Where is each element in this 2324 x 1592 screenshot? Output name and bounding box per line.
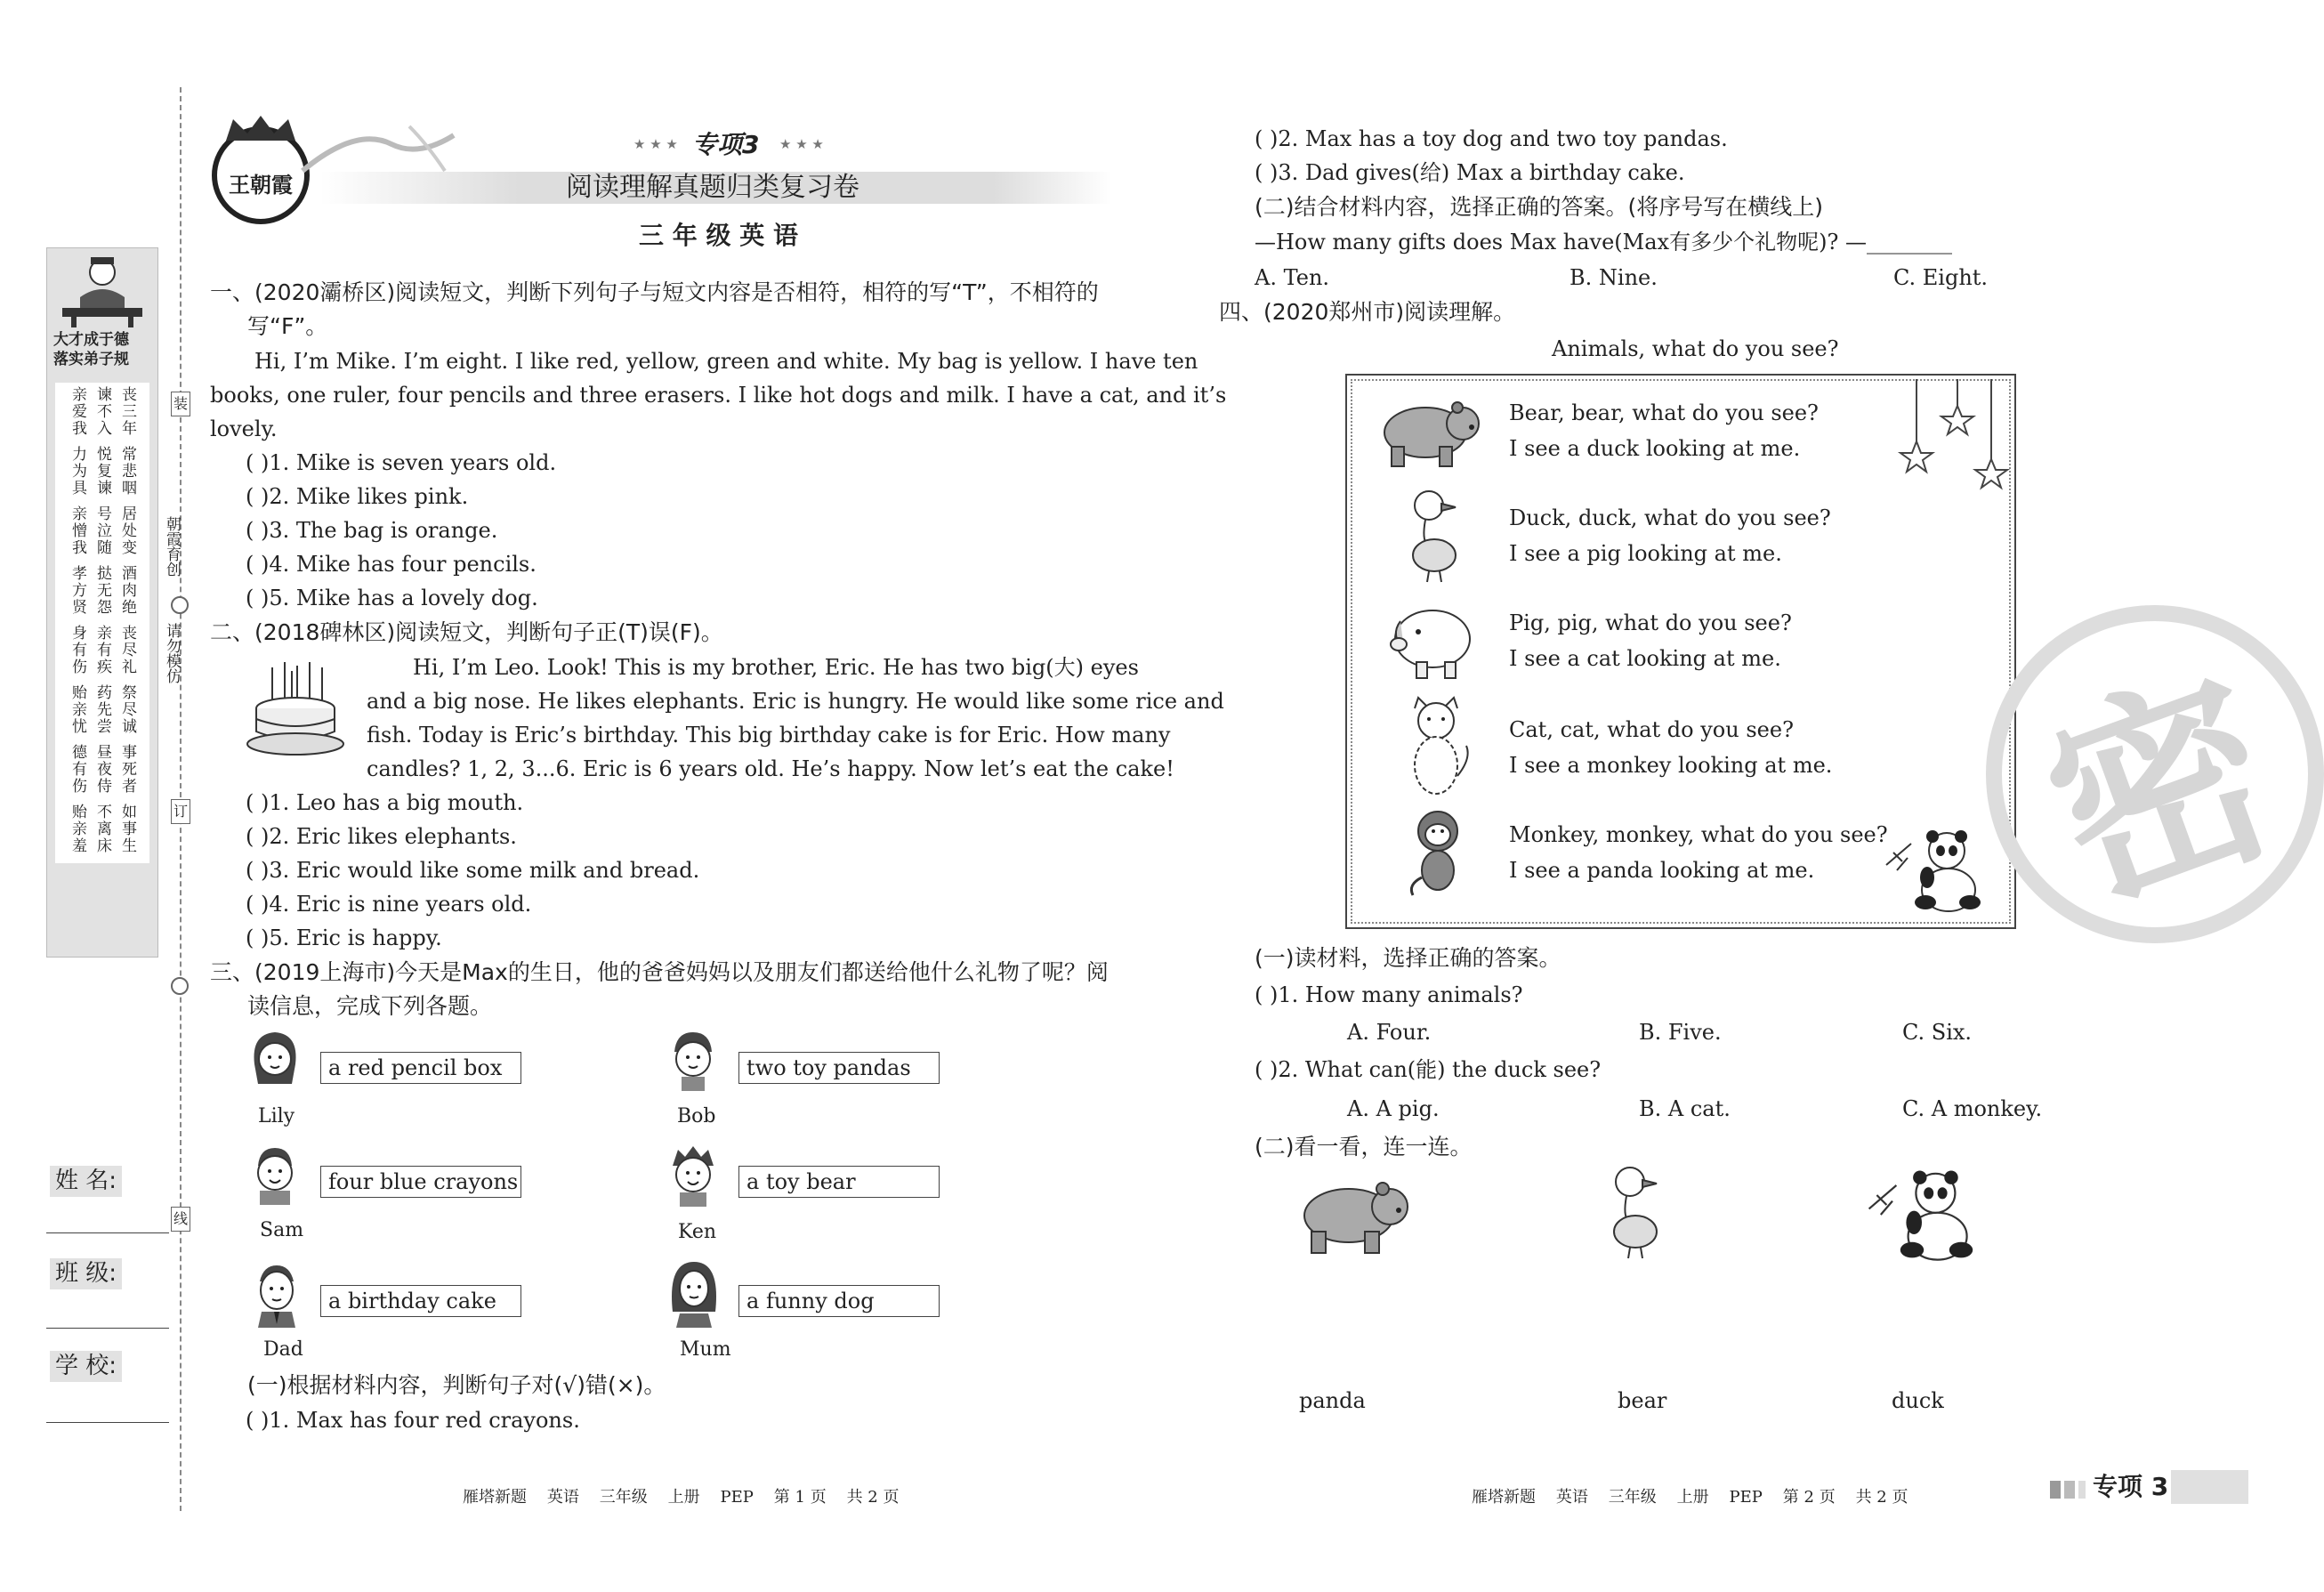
- poem-column: 亲爱我: [69, 386, 86, 437]
- person-name-dad: Dad: [263, 1338, 303, 1361]
- sec3-question[interactable]: —How many gifts does Max have(Max有多少个礼物呢)? —________: [1255, 230, 1952, 255]
- bob-avatar: [666, 1029, 721, 1093]
- sec1-heading-2: 写“F”。: [247, 313, 328, 339]
- poem-column: 不离床: [93, 804, 111, 854]
- q1-option-a[interactable]: A. Four.: [1347, 1020, 1432, 1045]
- poem-column: 酒肉绝: [118, 565, 136, 616]
- class-field[interactable]: [46, 1328, 169, 1329]
- poem-line: I see a pig looking at me.: [1509, 541, 1782, 566]
- match-word-duck[interactable]: duck: [1892, 1388, 1944, 1413]
- sec1-para-3: lovely.: [210, 416, 278, 441]
- duck-icon: [1400, 486, 1465, 584]
- q2-option-b[interactable]: B. A cat.: [1639, 1096, 1731, 1121]
- sec3-option-b[interactable]: B. Nine.: [1570, 265, 1658, 290]
- stamp-text: 密: [2018, 637, 2304, 945]
- sec4-q1[interactable]: ( )1. How many animals?: [1255, 982, 1523, 1007]
- poem-line: Pig, pig, what do you see?: [1509, 610, 1792, 635]
- poem-column: 昼夜侍: [93, 744, 111, 795]
- poem-block: [55, 625, 149, 675]
- ribbon-decoration: [303, 117, 454, 180]
- secret-stamp: [1986, 605, 2324, 943]
- poem-column: 挞无怨: [93, 565, 111, 616]
- school-label: 学 校:: [50, 1351, 122, 1382]
- school-field[interactable]: [46, 1422, 169, 1423]
- poem-column: 力为具: [69, 446, 86, 497]
- seal-icon: [171, 596, 189, 614]
- poem-column: 悦复谏: [93, 446, 111, 497]
- sec4-part2: (二)看一看，连一连。: [1255, 1134, 1473, 1160]
- gift-box-sam: four blue crayons: [320, 1166, 521, 1198]
- badge-stars-right: ★ ★ ★: [779, 136, 824, 152]
- poem-column: 贻亲忧: [69, 684, 86, 735]
- sec1-item[interactable]: ( )5. Mike has a lovely dog.: [246, 586, 538, 610]
- name-field[interactable]: [46, 1232, 169, 1233]
- sidebar-motto-1: 大才成于德: [53, 331, 129, 349]
- poem-block: [55, 386, 149, 437]
- sec1-item[interactable]: ( )3. The bag is orange.: [246, 518, 498, 543]
- crown-icon: [222, 114, 299, 144]
- poem-line: I see a duck looking at me.: [1509, 436, 1801, 461]
- duck-icon: [1602, 1162, 1666, 1262]
- sec2-para-3: fish. Today is Eric’s birthday. This big birthday cake is for Eric. How many: [367, 723, 1171, 748]
- sec2-item[interactable]: ( )4. Eric is nine years old.: [246, 892, 532, 917]
- person-name-ken: Ken: [678, 1221, 717, 1243]
- cat-icon: [1399, 696, 1473, 799]
- scholar-icon: [53, 253, 151, 329]
- bear-icon: [1294, 1168, 1415, 1257]
- bear-icon: [1376, 388, 1486, 470]
- poem-line: I see a cat looking at me.: [1509, 646, 1781, 671]
- star-icon: [1895, 379, 2011, 498]
- poem-line: Monkey, monkey, what do you see?: [1509, 822, 1888, 847]
- sec2-item[interactable]: ( )2. Eric likes elephants.: [246, 824, 517, 849]
- poem-column: 祭尽诚: [118, 684, 136, 735]
- sec3-option-c[interactable]: C. Eight.: [1893, 265, 1989, 290]
- sidebar-poem: [55, 383, 149, 863]
- poem-column: 常悲咽: [118, 446, 136, 497]
- poem-block: [55, 744, 149, 795]
- topic-badge: 专项3: [692, 130, 760, 159]
- poem-column: 药先尝: [93, 684, 111, 735]
- sec3-option-a[interactable]: A. Ten.: [1255, 265, 1330, 290]
- sec2-para-1: Hi, I’m Leo. Look! This is my brother, Eric. He has two big(大) eyes: [413, 655, 1139, 680]
- footer-tag-bar: [2171, 1470, 2248, 1504]
- vertical-note-2: 请勿模仿: [163, 623, 181, 683]
- person-name-mum: Mum: [680, 1338, 731, 1361]
- poem-block: [55, 505, 149, 556]
- poem-block: [55, 684, 149, 735]
- poem-column: 号泣随: [93, 505, 111, 556]
- q1-option-c[interactable]: C. Six.: [1902, 1020, 1973, 1045]
- sam-avatar: [247, 1144, 303, 1207]
- gift-box-bob: two toy pandas: [738, 1052, 940, 1084]
- poem-column: 德有伤: [69, 744, 86, 795]
- sec2-para-4: candles? 1, 2, 3...6. Eric is 6 years old. He’s happy. Now let’s eat the cake!: [367, 756, 1174, 781]
- sec3-item[interactable]: ( )2. Max has a toy dog and two toy pandas.: [1255, 126, 1728, 151]
- brand-name: 王朝霞: [229, 172, 293, 198]
- sec1-para-2: books, one ruler, four pencils and three erasers. I like hot dogs and milk. I have a cat, and it’s: [210, 383, 1227, 408]
- sec2-para-2: and a big nose. He likes elephants. Eric is hungry. He would like some rice and: [367, 689, 1224, 714]
- lily-avatar: [247, 1029, 303, 1089]
- sec4-part1: (一)读材料，选择正确的答案。: [1255, 945, 1561, 971]
- seal-icon-2: [171, 977, 189, 995]
- sec1-item[interactable]: ( )4. Mike has four pencils.: [246, 552, 537, 577]
- gift-box-dad: a birthday cake: [320, 1285, 521, 1317]
- sec2-item[interactable]: ( )5. Eric is happy.: [246, 925, 442, 950]
- sec1-para-1: Hi, I’m Mike. I’m eight. I like red, yellow, green and white. My bag is yellow. I have ten: [254, 349, 1198, 374]
- match-word-panda[interactable]: panda: [1299, 1388, 1366, 1413]
- poem-column: 亲有疾: [93, 625, 111, 675]
- sidebar-motto-2: 落实弟子规: [53, 351, 129, 368]
- footer-topic-tag: 专项 3: [2093, 1472, 2169, 1501]
- q1-option-b[interactable]: B. Five.: [1639, 1020, 1722, 1045]
- side-mark-1: 装: [171, 392, 190, 416]
- poem-column: 如事生: [118, 804, 136, 854]
- ken-avatar: [666, 1144, 721, 1208]
- poem-column: 事死者: [118, 744, 136, 795]
- sec2-item[interactable]: ( )3. Eric would like some milk and bread.: [246, 858, 700, 883]
- poem-line: I see a panda looking at me.: [1509, 858, 1815, 883]
- sec2-item[interactable]: ( )1. Leo has a big mouth.: [246, 790, 524, 815]
- sec1-item[interactable]: ( )1. Mike is seven years old.: [246, 450, 557, 475]
- poem-title: Animals, what do you see?: [1552, 336, 1839, 361]
- poem-column: 丧三年: [118, 386, 136, 437]
- sec3-item[interactable]: ( )1. Max has four red crayons.: [246, 1408, 580, 1433]
- sec3-heading: 三、(2019上海市)今天是Max的生日，他的爸爸妈妈以及朋友们都送给他什么礼物了呢？阅: [210, 959, 1109, 985]
- q2-option-c[interactable]: C. A monkey.: [1902, 1096, 2043, 1121]
- sec4-heading: 四、(2020郑州市)阅读理解。: [1219, 299, 1516, 325]
- person-name-lily: Lily: [258, 1105, 295, 1127]
- badge-stars-left: ★ ★ ★: [633, 136, 678, 152]
- poem-line: Duck, duck, what do you see?: [1509, 505, 1831, 530]
- dad-avatar: [249, 1262, 304, 1329]
- poem-column: 谏不入: [93, 386, 111, 437]
- poem-column: 贻亲羞: [69, 804, 86, 854]
- footer-squares: [2050, 1481, 2086, 1499]
- poem-line: Bear, bear, what do you see?: [1509, 400, 1819, 425]
- mum-avatar: [666, 1258, 722, 1329]
- footer-left: 雁塔新题 英语 三年级 上册 PEP 第 1 页 共 2 页: [463, 1488, 900, 1507]
- poem-block: [55, 804, 149, 854]
- footer-right: 雁塔新题 英语 三年级 上册 PEP 第 2 页 共 2 页: [1472, 1488, 1908, 1507]
- poem-column: 丧尽礼: [118, 625, 136, 675]
- poem-line: I see a monkey looking at me.: [1509, 753, 1833, 778]
- poem-column: 亲憎我: [69, 505, 86, 556]
- q2-option-a[interactable]: A. A pig.: [1347, 1096, 1440, 1121]
- person-name-sam: Sam: [260, 1219, 304, 1241]
- panda-icon: [1867, 1166, 1977, 1264]
- sec4-q2[interactable]: ( )2. What can(能) the duck see?: [1255, 1057, 1602, 1082]
- poem-block: [55, 565, 149, 616]
- side-mark-3: 线: [171, 1207, 190, 1232]
- name-label: 姓 名:: [50, 1166, 122, 1197]
- gift-box-mum: a funny dog: [738, 1285, 940, 1317]
- paper-title: 阅读理解真题归类复习卷: [566, 172, 859, 203]
- sec3-heading-2: 读信息，完成下列各题。: [247, 993, 493, 1019]
- poem-column: 居处变: [118, 505, 136, 556]
- birthday-cake-icon: [246, 659, 345, 762]
- monkey-icon: [1404, 806, 1472, 899]
- poem-column: 身有伤: [69, 625, 86, 675]
- paper-subtitle: 三 年 级 英 语: [639, 221, 798, 250]
- gift-box-lily: a red pencil box: [320, 1052, 521, 1084]
- pig-icon: [1383, 600, 1479, 682]
- sec3-item[interactable]: ( )3. Dad gives(给) Max a birthday cake.: [1255, 160, 1685, 185]
- side-mark-2: 订: [171, 799, 190, 824]
- panda-icon: [1884, 826, 1984, 915]
- vertical-note-1: 朝霞育创: [163, 516, 181, 577]
- sec3-part2: (二)结合材料内容，选择正确的答案。(将序号写在横线上): [1255, 194, 1824, 220]
- class-label: 班 级:: [50, 1258, 122, 1289]
- sec1-item[interactable]: ( )2. Mike likes pink.: [246, 484, 469, 509]
- person-name-bob: Bob: [677, 1105, 716, 1127]
- poem-block: [55, 446, 149, 497]
- poem-line: Cat, cat, what do you see?: [1509, 717, 1794, 742]
- sec2-heading: 二、(2018碑林区)阅读短文，判断句子正(T)误(F)。: [210, 619, 723, 645]
- match-word-bear[interactable]: bear: [1618, 1388, 1667, 1413]
- gift-box-ken: a toy bear: [738, 1166, 940, 1198]
- sec1-heading: 一、(2020灞桥区)阅读短文，判断下列句子与短文内容是否相符，相符的写“T”，不相符的: [210, 279, 1099, 305]
- poem-column: 孝方贤: [69, 565, 86, 616]
- sec3-part1: (一)根据材料内容，判断句子对(√)错(×)。: [247, 1372, 666, 1398]
